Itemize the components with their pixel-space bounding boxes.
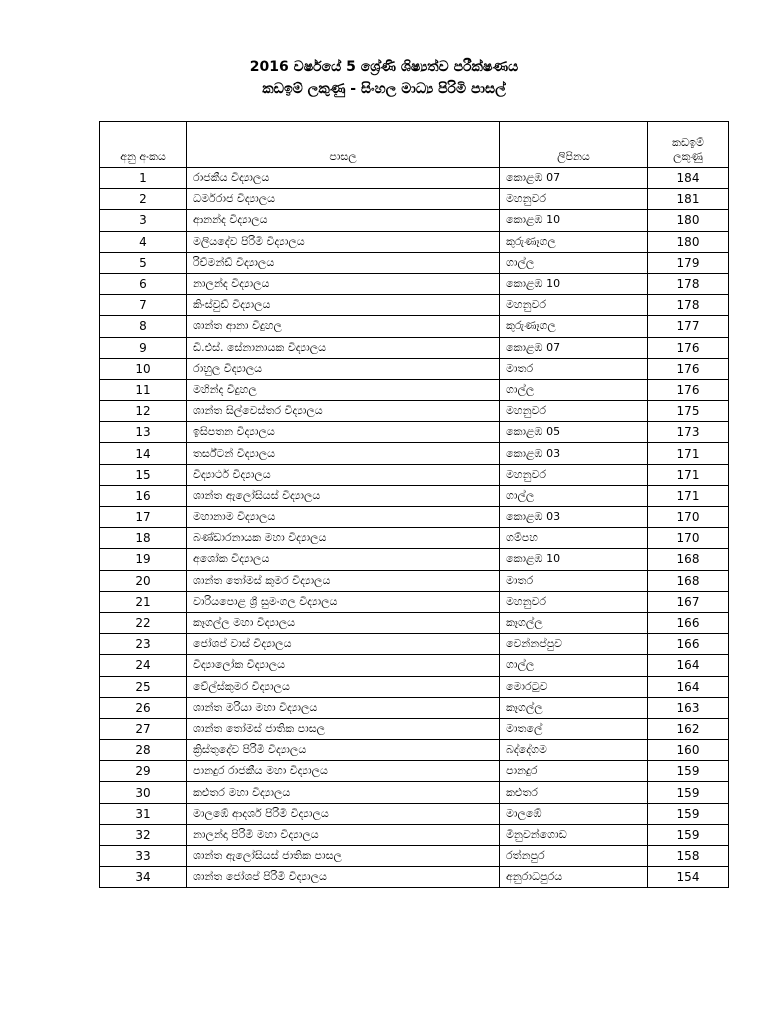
row-cutoff-mark: 178: [648, 273, 729, 294]
table-row: [100, 761, 729, 782]
row-address: කොළඹ 05: [500, 422, 648, 443]
row-address: මහනුවර: [500, 189, 648, 210]
row-address: කොළඹ 10: [500, 210, 648, 231]
row-number: 9: [100, 337, 187, 358]
row-cutoff-mark: 171: [648, 443, 729, 464]
row-school-name: නාලන්ද විද්‍යාලය: [187, 273, 500, 294]
row-cutoff-mark: 180: [648, 210, 729, 231]
row-cutoff-mark: 180: [648, 231, 729, 252]
row-school-name: රිච්මන්ඩ් විද්‍යාලය: [187, 252, 500, 273]
row-address: ගාල්ල: [500, 252, 648, 273]
table-row: [100, 655, 729, 676]
row-number: 5: [100, 252, 187, 273]
table-row: [100, 867, 729, 888]
row-school-name: ඉසිපතන විද්‍යාලය: [187, 422, 500, 443]
row-number: 15: [100, 464, 187, 485]
row-address: කුරුණෑගල: [500, 231, 648, 252]
row-number: 26: [100, 697, 187, 718]
row-school-name: ධර්මරාජ විද්‍යාලය: [187, 189, 500, 210]
table-header-row: [100, 122, 729, 168]
row-address: මහනුවර: [500, 401, 648, 422]
table-row: [100, 591, 729, 612]
row-cutoff-mark: 177: [648, 316, 729, 337]
row-address: මහනුවර: [500, 464, 648, 485]
row-school-name: කළුතර මහා විද්‍යාලය: [187, 782, 500, 803]
row-school-name: රාහුල විද්‍යාලය: [187, 358, 500, 379]
row-number: 34: [100, 867, 187, 888]
row-cutoff-mark: 162: [648, 718, 729, 739]
row-school-name: ශාන්ත මරියා මහා විද්‍යාලය: [187, 697, 500, 718]
row-school-name: විද්‍යාලෝක විද්‍යාලය: [187, 655, 500, 676]
row-address: ගාල්ල: [500, 379, 648, 400]
row-number: 2: [100, 189, 187, 210]
row-number: 23: [100, 634, 187, 655]
row-cutoff-mark: 164: [648, 676, 729, 697]
table-row: [100, 379, 729, 400]
row-cutoff-mark: 171: [648, 485, 729, 506]
row-school-name: වේල්ස්කුමර විද්‍යාලය: [187, 676, 500, 697]
row-number: 12: [100, 401, 187, 422]
row-number: 27: [100, 718, 187, 739]
row-school-name: ශාන්ත ආනා විදුහල: [187, 316, 500, 337]
row-cutoff-mark: 176: [648, 337, 729, 358]
row-school-name: ශාන්ත සිල්වෙස්තර විද්‍යාලය: [187, 401, 500, 422]
row-cutoff-mark: 158: [648, 846, 729, 867]
table-row: [100, 782, 729, 803]
row-number: 21: [100, 591, 187, 612]
row-number: 4: [100, 231, 187, 252]
row-number: 10: [100, 358, 187, 379]
row-cutoff-mark: 160: [648, 740, 729, 761]
table-row: [100, 252, 729, 273]
row-address: ගාල්ල: [500, 485, 648, 506]
row-school-name: ශාන්ත තෝමස් කුමර විද්‍යාලය: [187, 570, 500, 591]
row-school-name: නාලන්දා පිරිමි මහා විද්‍යාලය: [187, 824, 500, 845]
row-address: මොරටුව: [500, 676, 648, 697]
column-header-cutoff-mark-line2: ලකුණු: [673, 150, 703, 163]
row-number: 6: [100, 273, 187, 294]
table-row: [100, 464, 729, 485]
row-address: මාතලේ: [500, 718, 648, 739]
row-cutoff-mark: 159: [648, 782, 729, 803]
row-number: 1: [100, 168, 187, 189]
row-school-name: වාරියපොළ ශ්‍රී සුමංගල විද්‍යාලය: [187, 591, 500, 612]
row-address: කෑගල්ල: [500, 612, 648, 633]
row-cutoff-mark: 171: [648, 464, 729, 485]
row-cutoff-mark: 175: [648, 401, 729, 422]
row-number: 30: [100, 782, 187, 803]
row-number: 3: [100, 210, 187, 231]
row-school-name: ජෝශප් වාස් විද්‍යාලය: [187, 634, 500, 655]
row-school-name: ආනන්ද විද්‍යාලය: [187, 210, 500, 231]
row-number: 22: [100, 612, 187, 633]
row-number: 29: [100, 761, 187, 782]
table-row: [100, 295, 729, 316]
table-row: [100, 443, 729, 464]
row-number: 19: [100, 549, 187, 570]
row-number: 11: [100, 379, 187, 400]
row-number: 24: [100, 655, 187, 676]
row-cutoff-mark: 170: [648, 507, 729, 528]
column-header-school: පාසල: [187, 122, 500, 168]
row-address: මහනුවර: [500, 591, 648, 612]
row-number: 25: [100, 676, 187, 697]
row-address: කළුතර: [500, 782, 648, 803]
row-school-name: මහානාම විද්‍යාලය: [187, 507, 500, 528]
row-number: 17: [100, 507, 187, 528]
row-cutoff-mark: 178: [648, 295, 729, 316]
table-row: [100, 528, 729, 549]
row-address: වෙන්නප්පුව: [500, 634, 648, 655]
table-row: [100, 549, 729, 570]
row-school-name: බණ්ඩාරනායක මහා විද්‍යාලය: [187, 528, 500, 549]
row-school-name: රාජකීය විද්‍යාලය: [187, 168, 500, 189]
table-row: [100, 485, 729, 506]
table-row: [100, 824, 729, 845]
row-number: 16: [100, 485, 187, 506]
row-school-name: මලියදේව පිරිමි විද්‍යාලය: [187, 231, 500, 252]
table-row: [100, 231, 729, 252]
row-address: කොළඹ 10: [500, 549, 648, 570]
row-school-name: කිංස්වුඩ් විද්‍යාලය: [187, 295, 500, 316]
row-cutoff-mark: 164: [648, 655, 729, 676]
document-subtitle: කඩඉම් ලකුණු - සිංහල මාධ්‍ය පිරිමි පාසල්: [262, 81, 506, 97]
row-address: අනුරාධපුරය: [500, 867, 648, 888]
row-school-name: ශාන්ත ජෝශප් පිරිමි විද්‍යාලය: [187, 867, 500, 888]
table-row: [100, 697, 729, 718]
table-row: [100, 422, 729, 443]
row-address: මිනුවන්ගොඩ: [500, 824, 648, 845]
row-cutoff-mark: 154: [648, 867, 729, 888]
row-school-name: කෑගල්ල මහා විද්‍යාලය: [187, 612, 500, 633]
table-row: [100, 507, 729, 528]
row-address: මාලඹේ: [500, 803, 648, 824]
row-cutoff-mark: 163: [648, 697, 729, 718]
row-cutoff-mark: 170: [648, 528, 729, 549]
row-number: 8: [100, 316, 187, 337]
row-number: 31: [100, 803, 187, 824]
row-number: 18: [100, 528, 187, 549]
table-row: [100, 358, 729, 379]
row-number: 20: [100, 570, 187, 591]
row-number: 14: [100, 443, 187, 464]
row-school-name: ශාන්ත ඇලෝසියස් විද්‍යාලය: [187, 485, 500, 506]
row-address: මහනුවර: [500, 295, 648, 316]
row-number: 7: [100, 295, 187, 316]
row-address: පානදුර: [500, 761, 648, 782]
row-school-name: ක්‍රිස්තුදේව පිරිමි විද්‍යාලය: [187, 740, 500, 761]
row-cutoff-mark: 166: [648, 612, 729, 633]
row-school-name: පානදුර රාජකීය මහා විද්‍යාලය: [187, 761, 500, 782]
table-row: [100, 612, 729, 633]
row-cutoff-mark: 167: [648, 591, 729, 612]
row-address: කොළඹ 03: [500, 443, 648, 464]
table-row: [100, 210, 729, 231]
row-address: රත්නපුර: [500, 846, 648, 867]
row-cutoff-mark: 176: [648, 358, 729, 379]
row-cutoff-mark: 173: [648, 422, 729, 443]
row-cutoff-mark: 168: [648, 549, 729, 570]
row-school-name: මාලඹේ ආදර්ශ පිරිමි විද්‍යාලය: [187, 803, 500, 824]
row-cutoff-mark: 166: [648, 634, 729, 655]
row-cutoff-mark: 176: [648, 379, 729, 400]
table-row: [100, 316, 729, 337]
row-address: මාතර: [500, 358, 648, 379]
row-address: කුරුණෑගල: [500, 316, 648, 337]
table-row: [100, 273, 729, 294]
row-school-name: ඩී.එස්. සේනානායක විද්‍යාලය: [187, 337, 500, 358]
table-row: [100, 168, 729, 189]
table-body: [100, 168, 729, 888]
table-row: [100, 740, 729, 761]
table-row: [100, 846, 729, 867]
row-cutoff-mark: 168: [648, 570, 729, 591]
row-address: කොළඹ 10: [500, 273, 648, 294]
column-header-cutoff-mark: [648, 122, 729, 168]
document-title: 2016 වර්ෂයේ 5 ශ්‍රේණි ශිෂ්‍යත්ව පරීක්ෂණය: [249, 59, 519, 75]
row-address: කොළඹ 03: [500, 507, 648, 528]
table-row: [100, 718, 729, 739]
row-cutoff-mark: 159: [648, 761, 729, 782]
row-cutoff-mark: 181: [648, 189, 729, 210]
row-cutoff-mark: 179: [648, 252, 729, 273]
row-address: කොළඹ 07: [500, 337, 648, 358]
row-school-name: ශාන්ත තෝමස් ජාතික පාසල: [187, 718, 500, 739]
row-address: ගම්පහ: [500, 528, 648, 549]
row-school-name: අශෝක විද්‍යාලය: [187, 549, 500, 570]
row-cutoff-mark: 159: [648, 803, 729, 824]
table-row: [100, 676, 729, 697]
row-number: 28: [100, 740, 187, 761]
table-row: [100, 634, 729, 655]
row-address: ගාල්ල: [500, 655, 648, 676]
column-header-address: ලිපිනය: [500, 122, 648, 168]
row-number: 32: [100, 824, 187, 845]
row-address: කෑගල්ල: [500, 697, 648, 718]
row-school-name: ශාන්ත ඇලෝසියස් ජාතික පාසල: [187, 846, 500, 867]
row-cutoff-mark: 159: [648, 824, 729, 845]
row-number: 13: [100, 422, 187, 443]
table-row: [100, 189, 729, 210]
cutoff-marks-table: [99, 121, 729, 888]
row-address: මාතර: [500, 570, 648, 591]
column-header-cutoff-mark-line1: කඩඉම්: [672, 136, 704, 149]
row-school-name: මහින්ද විදුහල: [187, 379, 500, 400]
row-address: බද්දේගම: [500, 740, 648, 761]
table-row: [100, 803, 729, 824]
row-number: 33: [100, 846, 187, 867]
table-row: [100, 401, 729, 422]
row-address: කොළඹ 07: [500, 168, 648, 189]
table-row: [100, 337, 729, 358]
column-header-number: අනු අංකය: [100, 122, 187, 168]
table-row: [100, 570, 729, 591]
row-school-name: තර්ස්ටන් විද්‍යාලය: [187, 443, 500, 464]
row-school-name: විද්‍යාර්ථ විද්‍යාලය: [187, 464, 500, 485]
row-cutoff-mark: 184: [648, 168, 729, 189]
